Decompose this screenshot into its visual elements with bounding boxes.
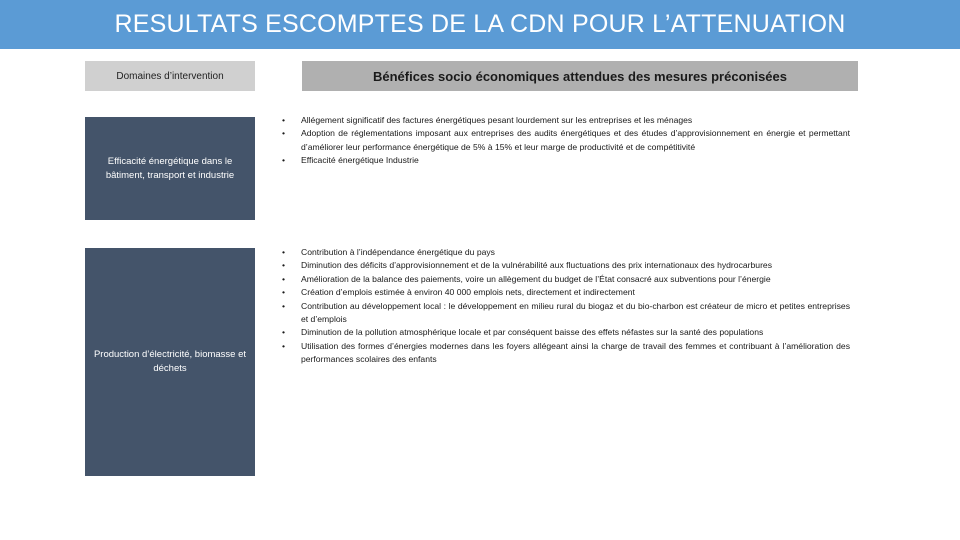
benefit-text: Allégement significatif des factures énergétiques pesant lourdement sur les entreprises et les ménages [301,115,693,125]
domain-label: Production d’électricité, biomasse et déchets [93,349,247,374]
bullet-icon: • [282,287,286,298]
benefit-item [282,286,850,299]
benefit-item [282,273,850,286]
benefit-item [282,246,850,259]
benefit-item [282,114,850,127]
benefit-text: Contribution au développement local : le développement en milieu rural du biogaz et du bio-charbon est créateur de micro et petites entreprises et d’emplois [301,300,850,325]
benefit-text: Diminution des déficits d’approvisionnement et de la vulnérabilité aux fluctuations des prix internationaux des hydrocarbures [301,260,773,271]
domain-box-energy-efficiency [85,117,255,220]
bullet-icon: • [282,340,286,351]
benefit-text: Amélioration de la balance des paiements, voire un allègement du budget de l’État consacré aux subventions pour l’énergie [301,273,771,284]
bullet-icon: • [282,128,286,139]
bullet-icon: • [282,155,286,166]
title-bar [0,0,960,49]
benefits-header: Bénéfices socio économiques attendues des mesures préconisées [302,61,858,91]
benefit-text: Adoption de réglementations imposant aux entreprises des audits énergétiques et des études d’approvisionnement en énergie et permettant d’améliorer leur performance énergétique de 5% à 15% et leur marge de productivité et de compétitivité [301,128,850,152]
benefit-item [282,340,850,367]
benefit-text: Diminution de la pollution atmosphérique locale et par conséquent baisse des effets néfastes sur la santé des populations [301,327,764,338]
benefit-text: Utilisation des formes d’énergies modernes dans les foyers allégeant ainsi la charge de travail des femmes et contribuant à l’amélioration des performances scolaires des enfants [301,340,850,365]
domain-box-electricity-production [85,248,255,476]
benefit-text: Contribution à l’indépendance énergétique du pays [301,247,495,257]
benefit-item [282,259,850,272]
bullet-icon: • [282,327,286,338]
bullet-icon: • [282,260,286,271]
benefit-item [282,154,850,167]
bullet-icon: • [282,273,286,284]
bullet-icon: • [282,300,286,311]
benefits-list-energy-efficiency [282,114,850,168]
bullet-icon: • [282,115,286,125]
benefit-text: Création d’emplois estimée à environ 40 000 emplois nets, directement et indirectement [301,287,635,298]
benefit-item [282,300,850,327]
benefit-item [282,326,850,339]
benefits-list-electricity-production [282,246,850,367]
bullet-icon: • [282,247,286,257]
domain-label: Efficacité énergétique dans le bâtiment, transport et industrie [105,155,235,181]
slide-title: RESULTATS ESCOMPTES DE LA CDN POUR L’ATTENUATION [114,10,846,38]
domains-header: Domaines d’intervention [85,61,255,91]
benefit-text: Efficacité énergétique Industrie [301,155,419,166]
benefit-item [282,127,850,154]
